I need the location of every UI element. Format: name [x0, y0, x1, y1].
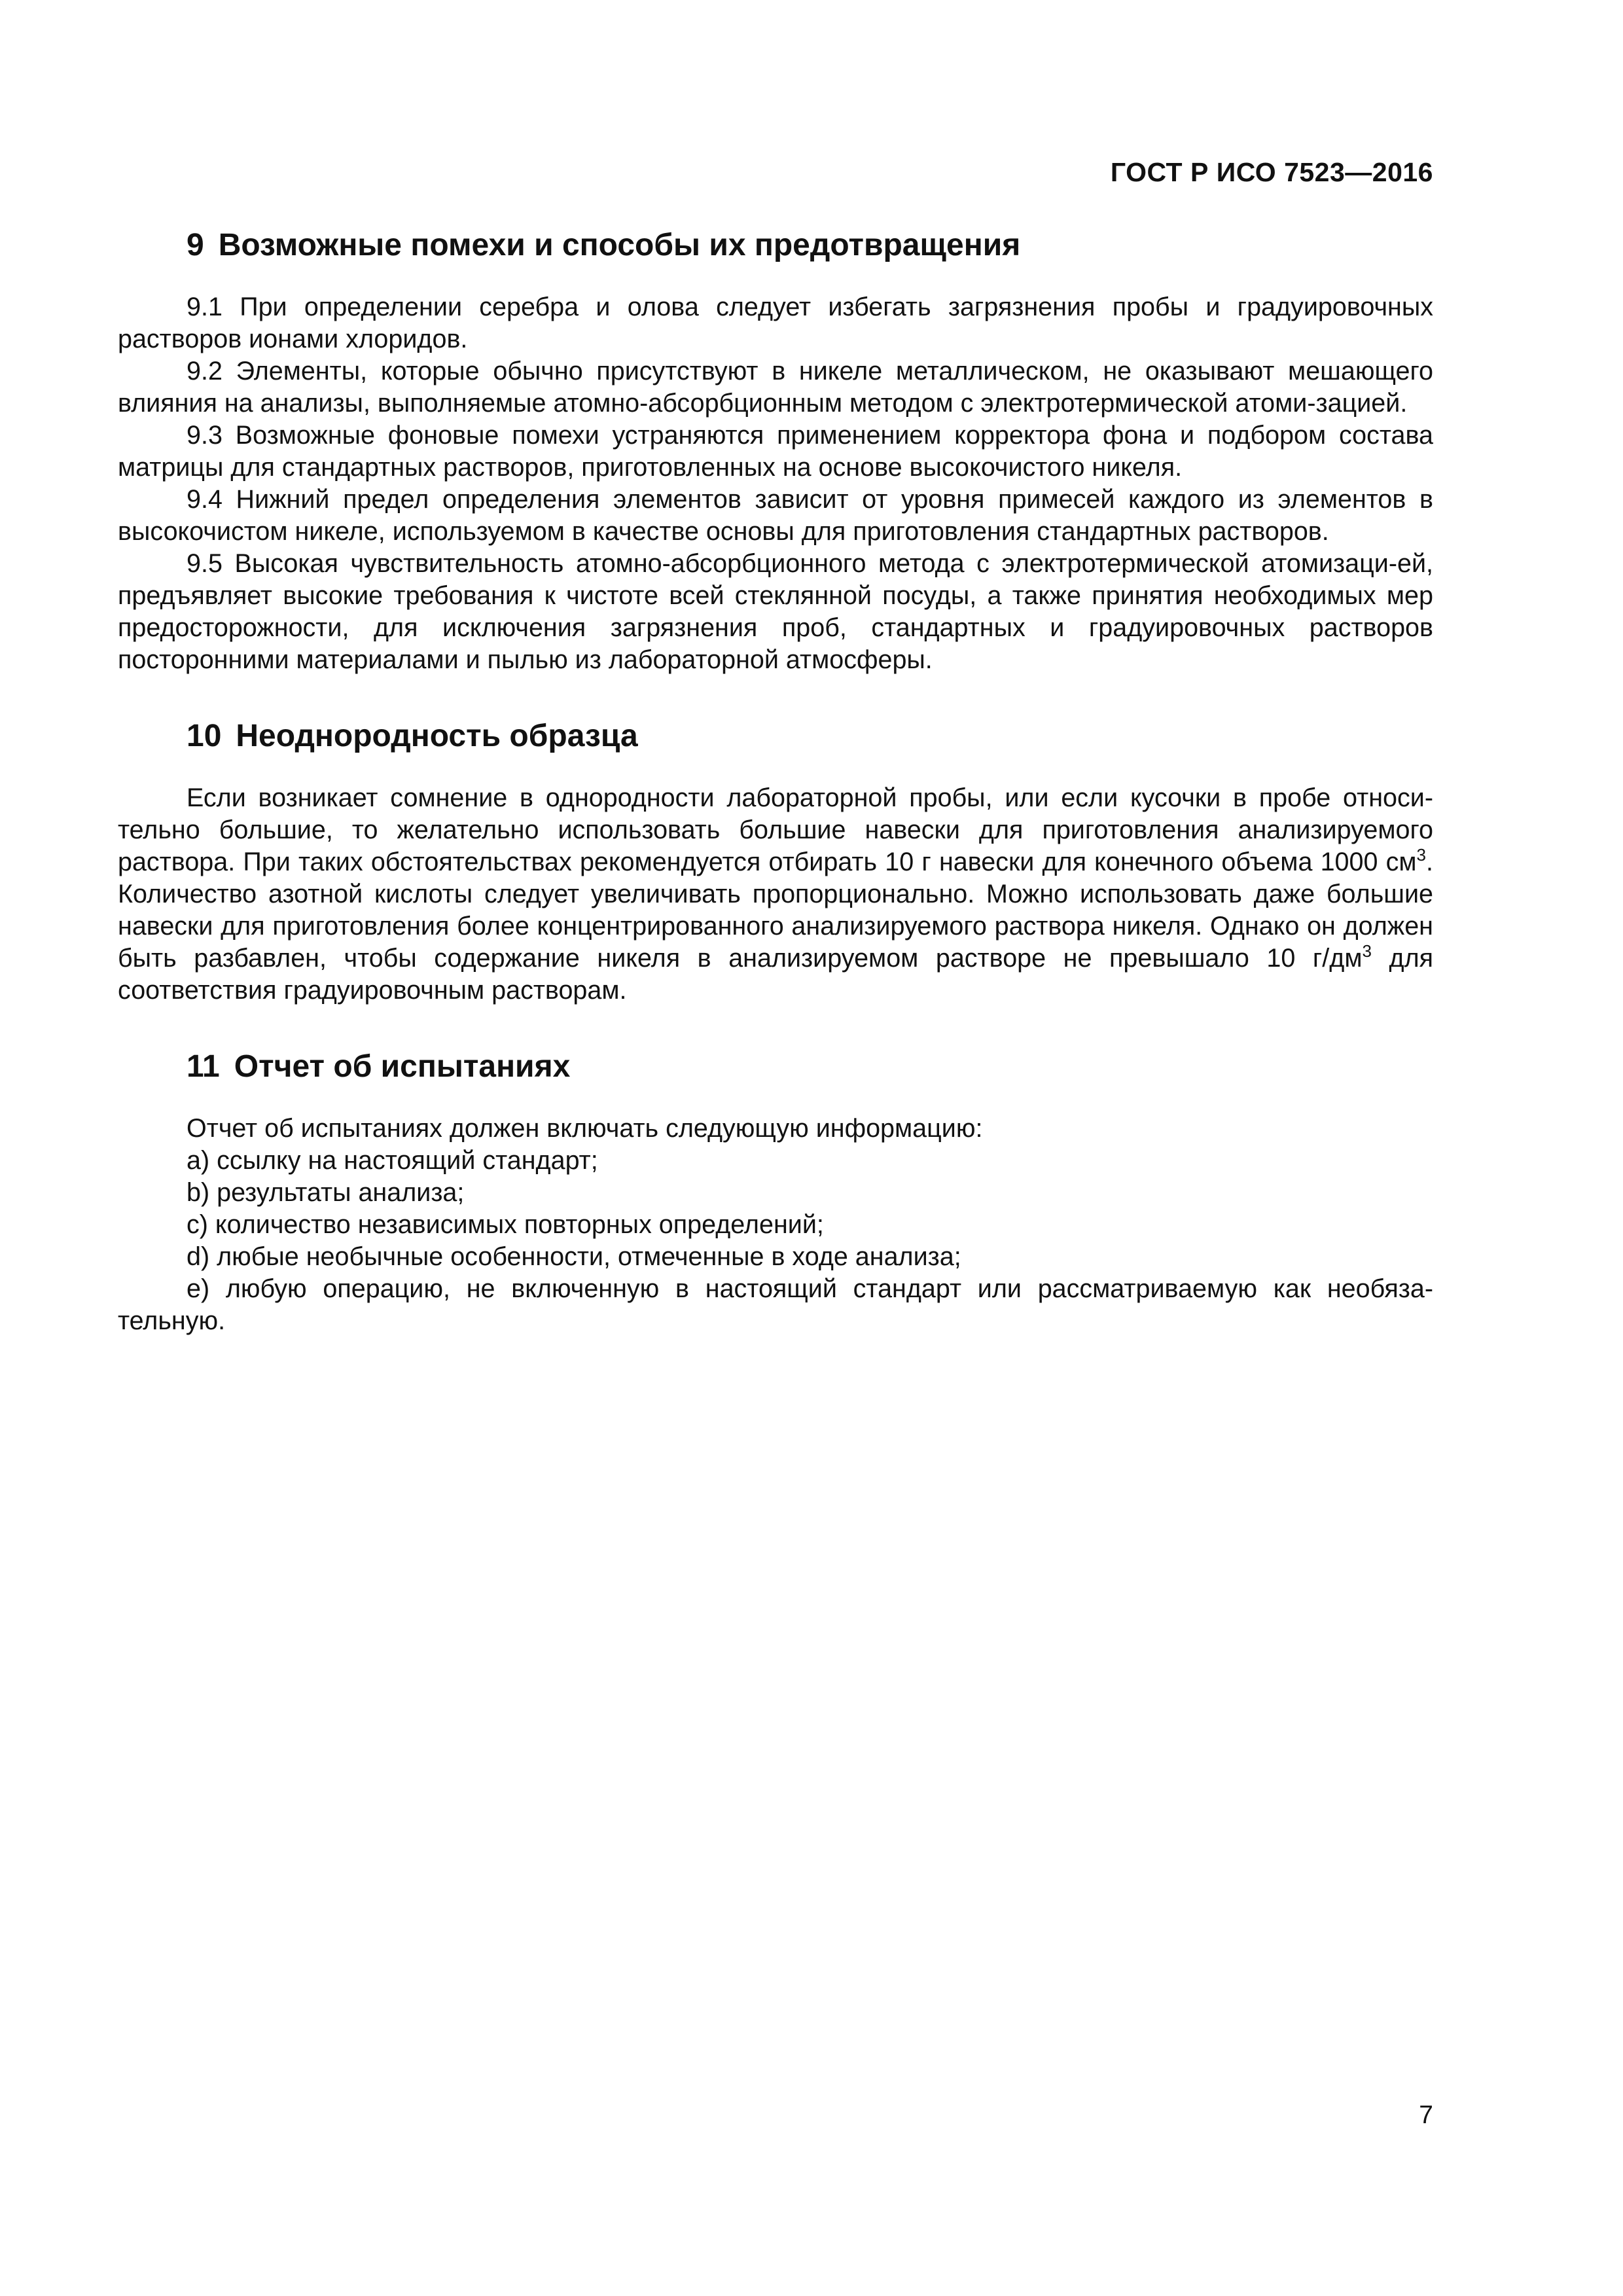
- section-number: 10: [187, 719, 222, 753]
- paragraph-9-2: 9.2 Элементы, которые обычно присутствуют в никеле металлическом, не оказывают мешающего влияния на анализы, выполняемые атомно-абсорбционным методом с электротермической атоми-зацией.: [118, 357, 1433, 418]
- page-number: 7: [1419, 2101, 1433, 2129]
- paragraph-9-1: 9.1 При определении серебра и олова следует избегать загрязнения пробы и градуировочных растворов ионами хлоридов.: [118, 293, 1433, 353]
- list-item-c: c) количество независимых повторных определений;: [187, 1210, 824, 1239]
- paragraph-9-5: 9.5 Высокая чувствительность атомно-абсорбционного метода с электротермической атомизаци-ей, предъявляет высокие требования к чистоте всей стеклянной посуды, а также принятия необходимых мер предосторожности, для исключения загрязнения проб, стандартных и градуировочных растворов посторонними материалами и пылью из лабораторной атмосферы.: [118, 549, 1433, 674]
- paragraph-text: для соответствия градуировочным растворам.: [118, 944, 1434, 1005]
- document-code-header: ГОСТ Р ИСО 7523—2016: [1110, 157, 1433, 187]
- paragraph-text: Если возникает сомнение в однородности лабораторной пробы, или если кусочки в пробе относи-тельно большие, то желательно использовать большие навески для приготовления анализируемого раствора. При таких обстоятельствах рекомендуется отбирать 10 г навески для конечного объема 1000 см: [118, 783, 1433, 876]
- document-body: [118, 226, 1433, 1378]
- superscript: 3: [1416, 845, 1427, 865]
- section-9-heading: [118, 226, 1433, 265]
- section-title: Неоднородность образца: [236, 719, 638, 753]
- list-item-e: e) любую операцию, не включенную в настоящий стандарт или рассматриваемую как необяза-тельную.: [118, 1274, 1433, 1335]
- paragraph-10: [118, 782, 1433, 1007]
- section-10-heading: [118, 717, 1433, 756]
- list-item-a: a) ссылку на настоящий стандарт;: [187, 1146, 598, 1175]
- paragraph-text: . Количество азотной кислоты следует увеличивать пропорционально. Можно использовать даже большие навески для приготовления более концентрированного анализируемого раствора никеля. Однако он должен быть разбавлен, чтобы содержание никеля в анализируемом растворе не превышало 10 г/дм: [118, 848, 1433, 973]
- section-title: Отчет об испытаниях: [234, 1049, 571, 1084]
- paragraph-9-3: 9.3 Возможные фоновые помехи устраняются применением корректора фона и подбором состава матрицы для стандартных растворов, приготовленных на основе высокочистого никеля.: [118, 421, 1433, 482]
- section-9: [118, 226, 1433, 676]
- report-intro: Отчет об испытаниях должен включать следующую информацию:: [187, 1114, 983, 1143]
- list-item-d: d) любые необычные особенности, отмеченные в ходе анализа;: [187, 1242, 961, 1271]
- list-item-b: b) результаты анализа;: [187, 1178, 465, 1207]
- section-number: 11: [187, 1049, 220, 1084]
- section-11-heading: [118, 1047, 1433, 1086]
- section-number: 9: [187, 228, 204, 262]
- section-title: Возможные помехи и способы их предотвращения: [218, 228, 1021, 262]
- paragraph-9-4: 9.4 Нижний предел определения элементов зависит от уровня примесей каждого из элементов в высокочистом никеле, используемом в качестве основы для приготовления стандартных растворов.: [118, 485, 1433, 546]
- section-11: [118, 1047, 1433, 1337]
- superscript: 3: [1362, 941, 1372, 961]
- section-10: [118, 717, 1433, 1007]
